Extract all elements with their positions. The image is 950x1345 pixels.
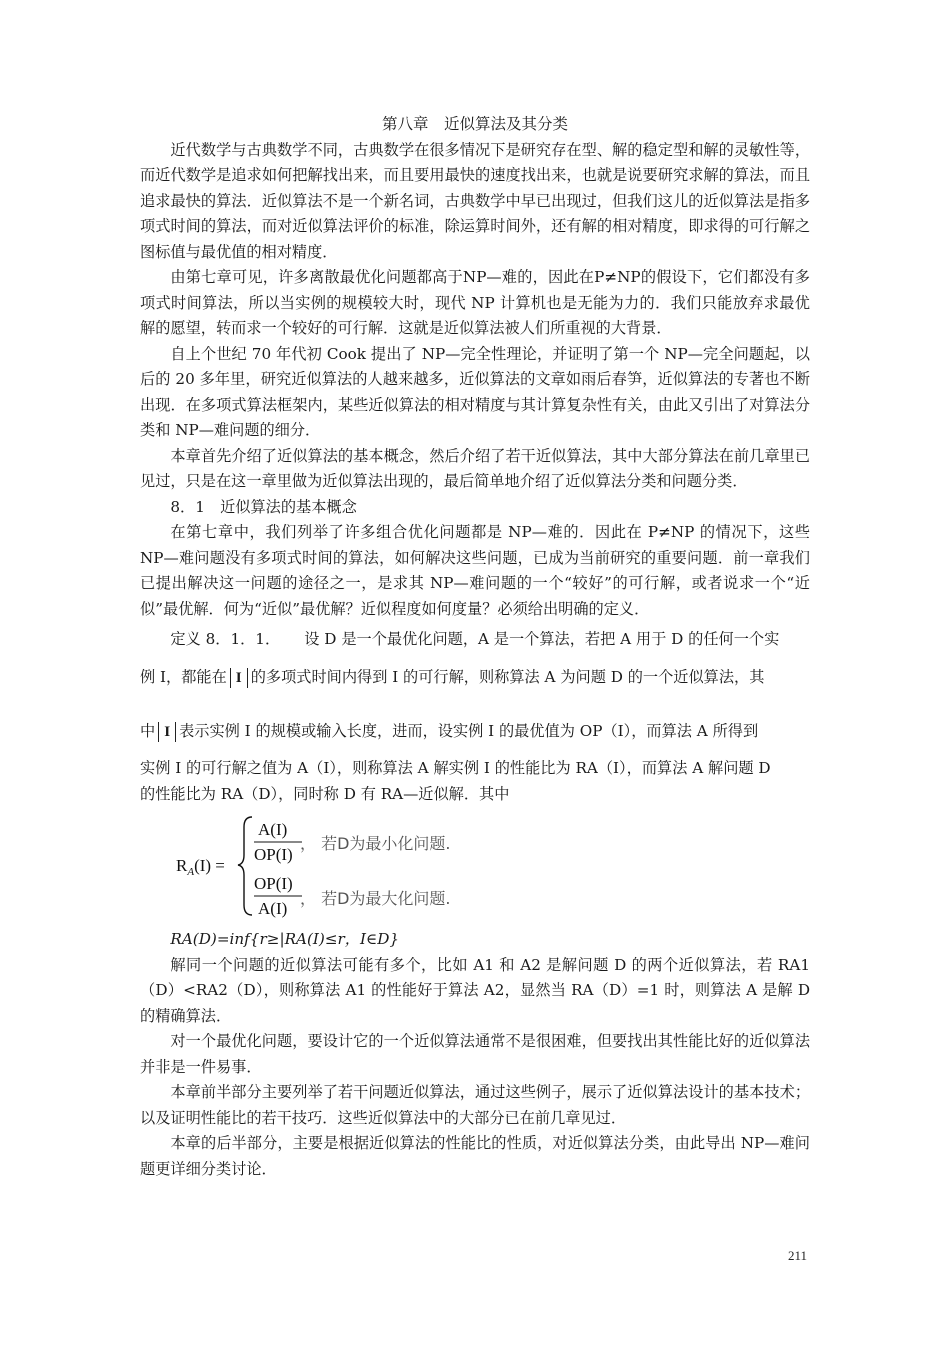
paragraph: 解同一个问题的近似算法可能有多个，比如 A1 和 A2 是解问题 D 的两个近似算法，若 RA1（D）<RA2（D），则称算法 A1 的性能好于算法 A2，显然当 RA（D）=1 时，则算法 A 是解 D 的精确算法． [140,955,810,1025]
formula-svg [160,809,540,921]
case2-condition: ， 若D为最大化问题. [300,889,451,908]
case2-numerator: OP(I) [254,874,293,893]
paragraph: 自上个世纪 70 年代初 Cook 提出了 NP—完全性理论，并证明了第一个 NP—完全问题起，以后的 20 多年里，研究近似算法的人越来越多，近似算法的文章如雨后春笋，近似算法的专著也不断出现．在多项式算法框架内，某些近似算法的相对精度与其计算复杂性有关，由此又引出了对算法分类和 NP—难问题的细分． [140,344,810,439]
section-heading: 8．1 近似算法的基本概念 [170,497,357,516]
paragraph: 本章首先介绍了近似算法的基本概念，然后介绍了若干近似算法，其中大部分算法在前几章里已见过，只是在这一章里做为近似算法出现的，最后简单地介绍了近似算法分类和问题分类． [140,446,810,490]
chapter-title: 第八章 近似算法及其分类 [381,115,568,133]
performance-ratio-formula [140,809,810,921]
definition-line: 例 I，都能在 I 的多项式时间内得到 I 的可行解，则称算法 A 为问题 D 的一个近似算法，其 [140,668,765,686]
case1-denominator: OP(I) [254,845,293,864]
paragraph: 由第七章可见，许多离散最优化问题都高于NP—难的，因此在P≠NP的假设下，它们都没有多项式时间算法，所以当实例的规模较大时，现代 NP 计算机也是无能为力的．我们只能放弃求最优解的愿望，转而求一个较好的可行解．这就是近似算法被人们所重视的大背景． [140,268,810,337]
left-brace [238,817,252,915]
definition-line: 的性能比为 RA（D），同时称 D 有 RA—近似解．其中 [140,784,510,803]
definition-label: 定义 8．1．1． [170,630,281,648]
abs-value-symbol: I [230,668,248,688]
definition-line [140,622,810,656]
case1-numerator: A(I) [258,820,288,839]
definition-line: 中 I 表示实例 I 的规模或输入长度，进而，设实例 I 的最优值为 OP（I），而算法 A 所得到 [140,722,759,740]
formula-lhs: $R_A(I)$ = [176,856,225,878]
definition [140,622,810,807]
paragraph: 本章的后半部分，主要是根据近似算法的性能比的性质，对近似算法分类，由此导出 NP—难问题更详细分类讨论． [140,1134,810,1178]
abs-value-symbol: I [158,722,176,742]
paragraph: 本章前半部分主要列举了若干问题近似算法，通过这些例子，展示了近似算法设计的基本技术；以及证明性能比的若干技巧．这些近似算法中的大部分已在前几章见过． [140,1083,810,1127]
inf-definition: RA(D)=inf{r≥|RA(I)≤r，I∈D} [170,930,400,948]
paragraph: 对一个最优化问题，要设计它的一个近似算法通常不是很困难，但要找出其性能比好的近似算法并非是一件易事． [140,1032,810,1076]
case2-denominator: A(I) [258,899,288,918]
paragraph: 在第七章中，我们列举了许多组合优化问题都是 NP—难的．因此在 P≠NP 的情况下，这些 NP—难问题没有多项式时间的算法，如何解决这些问题，已成为当前研究的重要问题．前一章我们已提出解决这一问题的途径之一，是求其 NP—难问题的一个“较好”的可行解，或者说求一个“近似”最优解．何为“近似”最优解？近似程度如何度量？必须给出明确的定义． [140,523,810,618]
definition-text: 设 D 是一个最优化问题，A 是一个算法，若把 A 用于 D 的任何一个实 [304,630,780,648]
paragraph: 近代数学与古典数学不同，古典数学在很多情况下是研究存在型、解的稳定型和解的灵敏性等，而近代数学是追求如何把解找出来，而且要用最快的速度找出来，也就是说要研究求解的算法，而且追求最快的算法．近似算法不是一个新名词，古典数学中早已出现过，但我们这儿的近似算法是指多项式时间的算法，而对近似算法评价的标准，除运算时间外，还有解的相对精度，即求得的可行解之图标值与最优值的相对精度． [140,140,810,261]
case1-condition: ， 若D为最小化问题. [300,834,451,853]
page-body [140,112,810,1182]
page-number: 211 [788,1248,808,1263]
definition-line: 实例 I 的可行解之值为 A（I），则称算法 A 解实例 I 的性能比为 RA（I），而算法 A 解问题 D [140,759,771,777]
